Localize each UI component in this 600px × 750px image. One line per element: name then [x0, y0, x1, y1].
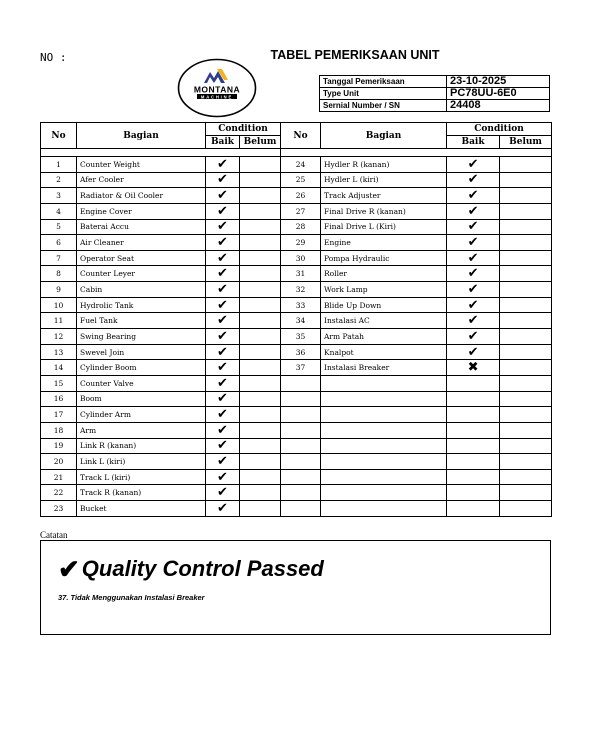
- item-name: Instalasi AC: [321, 313, 447, 329]
- qc-passed-banner: [58, 554, 324, 585]
- condition-baik-mark: ✔: [206, 219, 240, 235]
- info-value: 24408: [447, 100, 550, 112]
- condition-baik-mark: ✔: [206, 469, 240, 485]
- table-row: [41, 422, 552, 438]
- condition-belum-mark: [500, 172, 552, 188]
- condition-belum-mark: [500, 266, 552, 282]
- unit-info-table: [319, 75, 550, 112]
- item-number: 28: [281, 219, 321, 235]
- item-number: 23: [41, 501, 77, 517]
- table-row: [41, 203, 552, 219]
- condition-belum-mark: [500, 360, 552, 376]
- item-name: Bucket: [77, 501, 206, 517]
- condition-baik-mark: ✔: [447, 157, 500, 173]
- item-name: [321, 501, 447, 517]
- item-number: [281, 454, 321, 470]
- table-row: [41, 235, 552, 251]
- header-no: No: [281, 123, 321, 149]
- condition-belum-mark: [240, 344, 281, 360]
- condition-belum-mark: [240, 266, 281, 282]
- header-condition: Condition: [447, 123, 552, 136]
- item-number: 4: [41, 203, 77, 219]
- table-row: [41, 313, 552, 329]
- condition-belum-mark: [240, 172, 281, 188]
- item-name: Boom: [77, 391, 206, 407]
- condition-belum-mark: [500, 407, 552, 423]
- table-row: [41, 407, 552, 423]
- condition-belum-mark: [240, 157, 281, 173]
- condition-baik-mark: ✔: [206, 407, 240, 423]
- condition-belum-mark: [500, 235, 552, 251]
- condition-belum-mark: [500, 282, 552, 298]
- item-number: 21: [41, 469, 77, 485]
- condition-baik-mark: [447, 501, 500, 517]
- check-icon: ✔: [58, 554, 80, 584]
- item-number: [281, 501, 321, 517]
- item-name: Hydrolic Tank: [77, 297, 206, 313]
- item-name: Afer Cooler: [77, 172, 206, 188]
- item-name: Final Drive R (kanan): [321, 203, 447, 219]
- info-label: Type Unit: [320, 88, 447, 100]
- header-belum: Belum: [240, 136, 281, 149]
- item-name: Hydler R (kanan): [321, 157, 447, 173]
- condition-belum-mark: [240, 422, 281, 438]
- table-row: [41, 344, 552, 360]
- condition-belum-mark: [240, 438, 281, 454]
- condition-baik-mark: ✔: [206, 329, 240, 345]
- table-row: [41, 360, 552, 376]
- item-number: 17: [41, 407, 77, 423]
- item-number: 36: [281, 344, 321, 360]
- condition-baik-mark: [447, 454, 500, 470]
- condition-belum-mark: [240, 188, 281, 204]
- condition-baik-mark: ✔: [447, 250, 500, 266]
- item-name: Counter Valve: [77, 375, 206, 391]
- condition-baik-mark: ✔: [206, 172, 240, 188]
- item-name: [321, 438, 447, 454]
- item-name: Instalasi Breaker: [321, 360, 447, 376]
- condition-belum-mark: [500, 219, 552, 235]
- item-number: 30: [281, 250, 321, 266]
- item-name: Swing Bearing: [77, 329, 206, 345]
- condition-belum-mark: [240, 203, 281, 219]
- svg-text:MONTANA: MONTANA: [193, 84, 241, 95]
- condition-baik-mark: [447, 375, 500, 391]
- table-row: [41, 454, 552, 470]
- item-name: Link L (kiri): [77, 454, 206, 470]
- item-name: Arm: [77, 422, 206, 438]
- condition-belum-mark: [240, 375, 281, 391]
- item-number: 11: [41, 313, 77, 329]
- item-number: 22: [41, 485, 77, 501]
- condition-belum-mark: [500, 188, 552, 204]
- item-name: [321, 485, 447, 501]
- condition-baik-mark: ✔: [447, 266, 500, 282]
- condition-belum-mark: [240, 407, 281, 423]
- inspection-table: [40, 122, 552, 517]
- item-number: 25: [281, 172, 321, 188]
- item-name: [321, 391, 447, 407]
- info-label: Sernial Number / SN: [320, 100, 447, 112]
- info-row: [320, 100, 550, 112]
- condition-belum-mark: [500, 297, 552, 313]
- condition-belum-mark: [500, 438, 552, 454]
- no-label: NO :: [40, 51, 67, 64]
- condition-belum-mark: [500, 485, 552, 501]
- condition-belum-mark: [240, 454, 281, 470]
- item-name: Fuel Tank: [77, 313, 206, 329]
- condition-belum-mark: [240, 250, 281, 266]
- item-name: Counter Leyer: [77, 266, 206, 282]
- condition-baik-mark: [447, 438, 500, 454]
- item-number: 27: [281, 203, 321, 219]
- item-number: 34: [281, 313, 321, 329]
- item-number: 16: [41, 391, 77, 407]
- item-number: 18: [41, 422, 77, 438]
- item-name: Link R (kanan): [77, 438, 206, 454]
- item-name: Engine Cover: [77, 203, 206, 219]
- table-row: [41, 250, 552, 266]
- table-row: [41, 469, 552, 485]
- condition-belum-mark: [500, 203, 552, 219]
- condition-baik-mark: ✔: [206, 485, 240, 501]
- svg-text:MACHINE: MACHINE: [200, 94, 234, 100]
- item-number: 10: [41, 297, 77, 313]
- condition-baik-mark: ✔: [206, 391, 240, 407]
- item-number: 5: [41, 219, 77, 235]
- condition-belum-mark: [240, 485, 281, 501]
- item-number: [281, 407, 321, 423]
- item-number: [281, 485, 321, 501]
- item-number: 26: [281, 188, 321, 204]
- condition-baik-mark: ✔: [206, 360, 240, 376]
- condition-baik-mark: [447, 469, 500, 485]
- catatan-box: [40, 540, 551, 635]
- condition-baik-mark: ✔: [447, 235, 500, 251]
- item-name: Pompa Hydraulic: [321, 250, 447, 266]
- condition-baik-mark: ✔: [447, 203, 500, 219]
- condition-belum-mark: [500, 454, 552, 470]
- info-row: [320, 88, 550, 100]
- header-baik: Baik: [447, 136, 500, 149]
- item-name: Track Adjuster: [321, 188, 447, 204]
- item-name: Work Lamp: [321, 282, 447, 298]
- item-name: Cylinder Arm: [77, 407, 206, 423]
- item-name: [321, 422, 447, 438]
- item-number: 29: [281, 235, 321, 251]
- item-name: Radiator & Oil Cooler: [77, 188, 206, 204]
- item-number: 31: [281, 266, 321, 282]
- condition-baik-mark: ✔: [206, 235, 240, 251]
- condition-belum-mark: [500, 501, 552, 517]
- item-number: 19: [41, 438, 77, 454]
- condition-baik-mark: [447, 485, 500, 501]
- condition-baik-mark: ✔: [206, 454, 240, 470]
- table-row: [41, 219, 552, 235]
- item-name: [321, 469, 447, 485]
- condition-baik-mark: ✔: [206, 501, 240, 517]
- info-row: [320, 76, 550, 88]
- condition-baik-mark: [447, 391, 500, 407]
- item-number: 8: [41, 266, 77, 282]
- item-number: 33: [281, 297, 321, 313]
- item-number: 1: [41, 157, 77, 173]
- condition-baik-mark: ✔: [447, 297, 500, 313]
- condition-baik-mark: ✔: [447, 282, 500, 298]
- info-value: PC78UU-6E0: [447, 88, 550, 100]
- condition-belum-mark: [240, 297, 281, 313]
- item-number: 37: [281, 360, 321, 376]
- item-number: 24: [281, 157, 321, 173]
- condition-belum-mark: [240, 313, 281, 329]
- condition-belum-mark: [240, 469, 281, 485]
- condition-baik-mark: ✔: [206, 282, 240, 298]
- condition-baik-mark: [447, 422, 500, 438]
- condition-baik-mark: ✔: [447, 344, 500, 360]
- condition-baik-mark: ✔: [206, 438, 240, 454]
- condition-belum-mark: [240, 391, 281, 407]
- table-row: [41, 485, 552, 501]
- header-condition: Condition: [206, 123, 281, 136]
- condition-baik-mark: ✔: [206, 422, 240, 438]
- item-number: [281, 422, 321, 438]
- item-name: Baterai Accu: [77, 219, 206, 235]
- table-row: [41, 297, 552, 313]
- item-name: [321, 375, 447, 391]
- condition-belum-mark: [240, 219, 281, 235]
- table-row: [41, 282, 552, 298]
- header-bagian: Bagian: [321, 123, 447, 149]
- item-number: [281, 375, 321, 391]
- item-number: 13: [41, 344, 77, 360]
- item-number: 12: [41, 329, 77, 345]
- catatan-note: 37. Tidak Menggunakan Instalasi Breaker: [58, 593, 205, 602]
- item-name: Final Drive L (Kiri): [321, 219, 447, 235]
- condition-baik-mark: ✔: [206, 157, 240, 173]
- item-number: [281, 438, 321, 454]
- header-no: No: [41, 123, 77, 149]
- item-name: Hydler L (kiri): [321, 172, 447, 188]
- item-number: 3: [41, 188, 77, 204]
- condition-baik-mark: ✔: [206, 344, 240, 360]
- condition-belum-mark: [500, 313, 552, 329]
- condition-belum-mark: [240, 282, 281, 298]
- condition-baik-mark: ✔: [206, 188, 240, 204]
- condition-baik-mark: ✔: [447, 188, 500, 204]
- item-name: Roller: [321, 266, 447, 282]
- header-baik: Baik: [206, 136, 240, 149]
- condition-belum-mark: [500, 391, 552, 407]
- condition-belum-mark: [500, 250, 552, 266]
- catatan-label: Catatan: [40, 530, 68, 540]
- table-row: [41, 501, 552, 517]
- condition-belum-mark: [500, 469, 552, 485]
- condition-baik-mark: ✔: [206, 375, 240, 391]
- header-belum: Belum: [500, 136, 552, 149]
- item-name: Cabin: [77, 282, 206, 298]
- item-number: 9: [41, 282, 77, 298]
- item-number: 20: [41, 454, 77, 470]
- condition-baik-mark: [447, 407, 500, 423]
- item-name: Swevel Join: [77, 344, 206, 360]
- table-row: [41, 329, 552, 345]
- condition-baik-mark: ✔: [206, 313, 240, 329]
- item-name: [321, 454, 447, 470]
- item-number: 2: [41, 172, 77, 188]
- item-number: 32: [281, 282, 321, 298]
- condition-belum-mark: [500, 329, 552, 345]
- table-row: [41, 157, 552, 173]
- info-label: Tanggal Pemeriksaan: [320, 76, 447, 88]
- item-name: Track R (kanan): [77, 485, 206, 501]
- table-row: [41, 391, 552, 407]
- condition-baik-mark: ✖: [447, 360, 500, 376]
- item-name: [321, 407, 447, 423]
- condition-belum-mark: [500, 344, 552, 360]
- item-name: Track L (kiri): [77, 469, 206, 485]
- item-number: 7: [41, 250, 77, 266]
- item-number: 6: [41, 235, 77, 251]
- condition-belum-mark: [500, 422, 552, 438]
- item-name: Counter Weight: [77, 157, 206, 173]
- table-row: [41, 375, 552, 391]
- condition-belum-mark: [500, 157, 552, 173]
- item-name: Blide Up Down: [321, 297, 447, 313]
- item-name: Arm Patah: [321, 329, 447, 345]
- condition-baik-mark: ✔: [447, 219, 500, 235]
- qc-headline: Quality Control Passed: [81, 556, 324, 581]
- condition-belum-mark: [240, 501, 281, 517]
- header-bagian: Bagian: [77, 123, 206, 149]
- item-name: Air Cleaner: [77, 235, 206, 251]
- item-name: Cylinder Boom: [77, 360, 206, 376]
- condition-baik-mark: ✔: [447, 313, 500, 329]
- info-value: 23-10-2025: [447, 76, 550, 88]
- item-number: 15: [41, 375, 77, 391]
- condition-baik-mark: ✔: [206, 203, 240, 219]
- item-number: 14: [41, 360, 77, 376]
- condition-baik-mark: ✔: [206, 266, 240, 282]
- item-name: Engine: [321, 235, 447, 251]
- item-number: [281, 469, 321, 485]
- item-number: [281, 391, 321, 407]
- condition-belum-mark: [240, 360, 281, 376]
- item-name: Knalpot: [321, 344, 447, 360]
- table-row: [41, 266, 552, 282]
- page-title: TABEL PEMERIKSAAN UNIT: [270, 48, 440, 62]
- table-row: [41, 172, 552, 188]
- item-name: Operator Seat: [77, 250, 206, 266]
- condition-baik-mark: ✔: [447, 329, 500, 345]
- condition-baik-mark: ✔: [447, 172, 500, 188]
- montana-logo: [177, 58, 257, 118]
- table-row: [41, 188, 552, 204]
- condition-baik-mark: ✔: [206, 297, 240, 313]
- condition-belum-mark: [500, 375, 552, 391]
- condition-belum-mark: [240, 235, 281, 251]
- table-row: [41, 438, 552, 454]
- condition-belum-mark: [240, 329, 281, 345]
- item-number: 35: [281, 329, 321, 345]
- condition-baik-mark: ✔: [206, 250, 240, 266]
